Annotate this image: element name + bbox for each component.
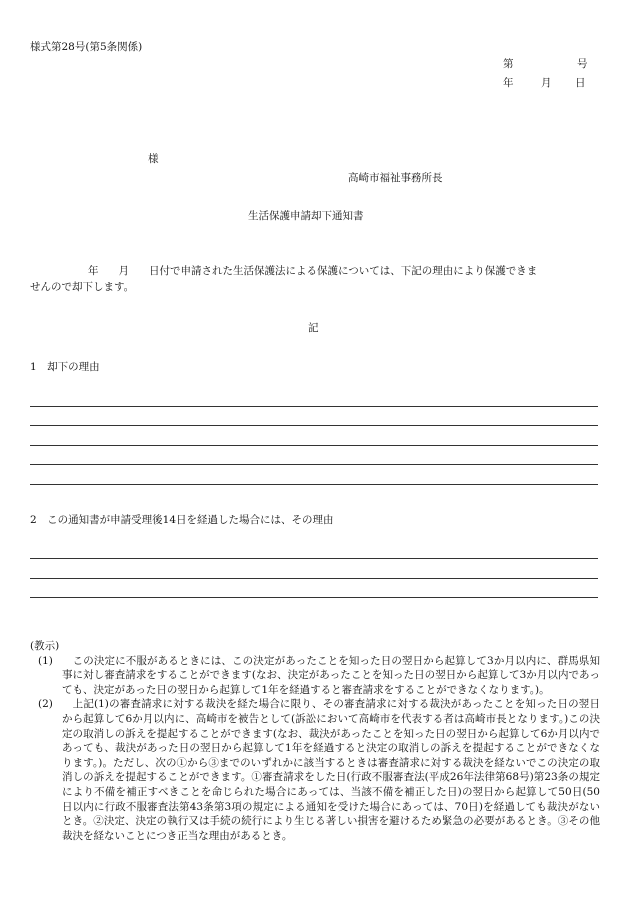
date-day: 日 xyxy=(575,77,586,89)
body-line2: せんので却下します。 xyxy=(30,280,135,293)
notice-item-text: 上記(1)の審査請求に対する裁決を経た場合に限り、その審査請求に対する裁決があったことを知った日の翌日から起算して6か月以内に、高崎市を被告として(訴訟において高崎市を代表する者は高崎市長となります。)この決定の取消しの訴えを提起することができます(なお、裁決があったことを知った日の翌日から起算して6か月以内であっても、裁決があった日の翌日から起算して1年を経過すると決定の取消しの訴えを提起することができなくなります。)。ただし、次の①から③までのいずれかに該当するときは審査請求に対する裁決を経ないでこの決定の取消しの訴えを提起することができます。①審査請求をした日(行政不服審査法(平成26年法律第68号)第23条の規定により不備を補正すべきことを命じられた場合にあっては、当該不備を補正した日)の翌日から起算して50日(50日以内に行政不服審査法第43条第3項の規定による通知を受けた場合にあっては、70日)を経過しても裁決がないとき。②決定、決定の執行又は手続の続行により生じる著しい損害を避けるため緊急の必要があるとき。③その他裁決を経ないことにつき正当な理由があるとき。 xyxy=(62,698,600,842)
reason-line xyxy=(30,578,598,579)
doc-number-prefix: 第 xyxy=(503,58,514,70)
doc-number-suffix: 号 xyxy=(577,58,588,70)
reason-line xyxy=(30,445,598,446)
form-label: 様式第28号(第5条関係) xyxy=(30,41,143,53)
reason-line xyxy=(30,464,598,465)
ki-heading: 記 xyxy=(308,322,319,334)
appeal-notice xyxy=(30,639,600,843)
section2-heading: 2 この通知書が申請受理後14日を経過した場合には、その理由 xyxy=(30,514,334,526)
notice-item xyxy=(30,697,600,843)
addressee-suffix: 様 xyxy=(148,153,159,165)
date-year: 年 xyxy=(503,77,514,89)
date-month: 月 xyxy=(541,77,552,89)
notice-item-text: この決定に不服があるときには、この決定があったことを知った日の翌日から起算して3か月以内に、群馬県知事に対し審査請求をすることができます(なお、決定があったことを知った日の翌日から起算して3か月以内であっても、決定があった日の翌日から起算して1年を経過すると審査請求をすることができなくなります。)。 xyxy=(62,654,600,696)
reason-line xyxy=(30,558,598,559)
section1-heading: 1 却下の理由 xyxy=(30,361,100,373)
reason-line xyxy=(30,406,598,407)
body-month: 月 xyxy=(118,265,129,277)
document-title: 生活保護申請却下通知書 xyxy=(248,210,364,222)
reason-line xyxy=(30,484,598,485)
reason-line xyxy=(30,425,598,426)
notice-item-number: (1) xyxy=(38,654,53,667)
notice-item-number: (2) xyxy=(38,698,53,711)
notice-heading: (教示) xyxy=(30,640,60,652)
sender: 高崎市福祉事務所長 xyxy=(348,172,443,184)
body-line1: 日付で申請された生活保護法による保護については、下記の理由により保護できま xyxy=(149,265,538,277)
body-year: 年 xyxy=(88,265,99,277)
notice-item xyxy=(30,654,600,698)
body-paragraph xyxy=(30,264,600,295)
reason-line xyxy=(30,597,598,598)
